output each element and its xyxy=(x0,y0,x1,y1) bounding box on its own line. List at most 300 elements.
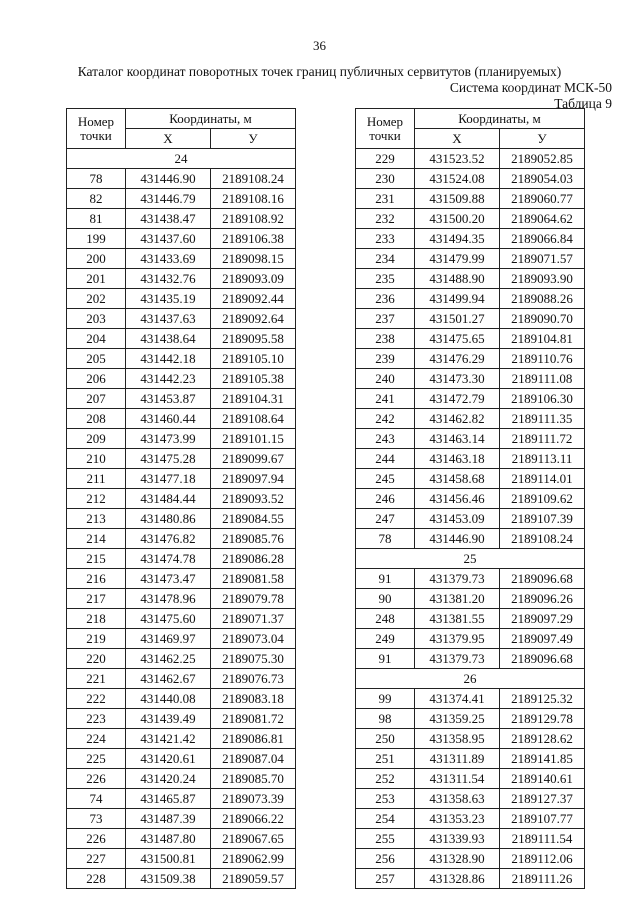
table-row xyxy=(67,429,296,449)
table-row xyxy=(356,369,585,389)
y-coordinate-cell: 2189096.68 xyxy=(500,569,585,589)
y-coordinate-cell: 2189113.11 xyxy=(500,449,585,469)
table-row xyxy=(67,829,296,849)
y-coordinate-cell: 2189090.70 xyxy=(500,309,585,329)
y-coordinate-cell: 2189085.70 xyxy=(211,769,296,789)
x-coordinate-cell: 431328.90 xyxy=(415,849,500,869)
table-row xyxy=(67,449,296,469)
table-row xyxy=(67,609,296,629)
x-coordinate-cell: 431463.18 xyxy=(415,449,500,469)
point-number-cell: 81 xyxy=(67,209,126,229)
y-coordinate-cell: 2189066.22 xyxy=(211,809,296,829)
y-coordinate-cell: 2189129.78 xyxy=(500,709,585,729)
point-number-cell: 245 xyxy=(356,469,415,489)
table-row xyxy=(67,169,296,189)
point-number-cell: 239 xyxy=(356,349,415,369)
point-number-cell: 98 xyxy=(356,709,415,729)
table-row xyxy=(67,249,296,269)
x-coordinate-cell: 431462.25 xyxy=(126,649,211,669)
x-coordinate-cell: 431499.94 xyxy=(415,289,500,309)
point-number-cell: 206 xyxy=(67,369,126,389)
x-coordinate-cell: 431465.87 xyxy=(126,789,211,809)
x-coordinate-cell: 431500.81 xyxy=(126,849,211,869)
table-row xyxy=(356,789,585,809)
y-coordinate-cell: 2189085.76 xyxy=(211,529,296,549)
table-row xyxy=(356,729,585,749)
table-row xyxy=(67,769,296,789)
x-coordinate-cell: 431469.97 xyxy=(126,629,211,649)
point-number-cell: 215 xyxy=(67,549,126,569)
y-coordinate-cell: 2189093.09 xyxy=(211,269,296,289)
table-row xyxy=(356,869,585,889)
header-point-number: Номер точки xyxy=(67,109,126,149)
point-number-cell: 78 xyxy=(67,169,126,189)
table-row xyxy=(67,309,296,329)
y-coordinate-cell: 2189083.18 xyxy=(211,689,296,709)
table-row xyxy=(67,189,296,209)
y-coordinate-cell: 2189075.30 xyxy=(211,649,296,669)
y-coordinate-cell: 2189076.73 xyxy=(211,669,296,689)
y-coordinate-cell: 2189088.26 xyxy=(500,289,585,309)
x-coordinate-cell: 431381.55 xyxy=(415,609,500,629)
table-row xyxy=(67,389,296,409)
table-row xyxy=(356,329,585,349)
point-number-cell: 91 xyxy=(356,569,415,589)
y-coordinate-cell: 2189098.15 xyxy=(211,249,296,269)
table-row xyxy=(356,609,585,629)
table-row xyxy=(356,529,585,549)
x-coordinate-cell: 431437.60 xyxy=(126,229,211,249)
point-number-cell: 242 xyxy=(356,409,415,429)
y-coordinate-cell: 2189073.04 xyxy=(211,629,296,649)
table-row xyxy=(67,289,296,309)
x-coordinate-cell: 431460.44 xyxy=(126,409,211,429)
x-coordinate-cell: 431433.69 xyxy=(126,249,211,269)
table-row xyxy=(67,469,296,489)
point-number-cell: 212 xyxy=(67,489,126,509)
header-x: X xyxy=(415,129,500,149)
y-coordinate-cell: 2189064.62 xyxy=(500,209,585,229)
coordinates-table-right xyxy=(355,108,585,889)
x-coordinate-cell: 431462.82 xyxy=(415,409,500,429)
x-coordinate-cell: 431475.28 xyxy=(126,449,211,469)
x-coordinate-cell: 431476.82 xyxy=(126,529,211,549)
table-row xyxy=(356,709,585,729)
x-coordinate-cell: 431475.65 xyxy=(415,329,500,349)
y-coordinate-cell: 2189111.08 xyxy=(500,369,585,389)
x-coordinate-cell: 431487.39 xyxy=(126,809,211,829)
table-row xyxy=(356,689,585,709)
y-coordinate-cell: 2189066.84 xyxy=(500,229,585,249)
y-coordinate-cell: 2189097.94 xyxy=(211,469,296,489)
point-number-cell: 250 xyxy=(356,729,415,749)
table-row xyxy=(356,629,585,649)
x-coordinate-cell: 431463.14 xyxy=(415,429,500,449)
table-row xyxy=(67,809,296,829)
point-number-cell: 226 xyxy=(67,769,126,789)
point-number-cell: 226 xyxy=(67,829,126,849)
table-row xyxy=(356,209,585,229)
table-row xyxy=(356,849,585,869)
y-coordinate-cell: 2189108.24 xyxy=(500,529,585,549)
y-coordinate-cell: 2189086.28 xyxy=(211,549,296,569)
point-number-cell: 210 xyxy=(67,449,126,469)
point-number-cell: 240 xyxy=(356,369,415,389)
table-row xyxy=(67,229,296,249)
header-y: У xyxy=(500,129,585,149)
point-number-cell: 235 xyxy=(356,269,415,289)
table-row xyxy=(356,149,585,169)
table-row xyxy=(67,349,296,369)
point-number-cell: 223 xyxy=(67,709,126,729)
header-x: X xyxy=(126,129,211,149)
point-number-cell: 207 xyxy=(67,389,126,409)
table-row xyxy=(356,809,585,829)
table-row xyxy=(356,309,585,329)
x-coordinate-cell: 431453.09 xyxy=(415,509,500,529)
y-coordinate-cell: 2189110.76 xyxy=(500,349,585,369)
table-row xyxy=(356,509,585,529)
point-number-cell: 199 xyxy=(67,229,126,249)
y-coordinate-cell: 2189141.85 xyxy=(500,749,585,769)
coordinates-table-left xyxy=(66,108,296,889)
y-coordinate-cell: 2189095.58 xyxy=(211,329,296,349)
table-row xyxy=(67,869,296,889)
x-coordinate-cell: 431487.80 xyxy=(126,829,211,849)
x-coordinate-cell: 431432.76 xyxy=(126,269,211,289)
table-row xyxy=(67,649,296,669)
x-coordinate-cell: 431462.67 xyxy=(126,669,211,689)
y-coordinate-cell: 2189073.39 xyxy=(211,789,296,809)
point-number-cell: 211 xyxy=(67,469,126,489)
catalog-title: Каталог координат поворотных точек границ публичных сервитутов (планируемых) xyxy=(77,64,562,79)
x-coordinate-cell: 431446.79 xyxy=(126,189,211,209)
table-row xyxy=(356,409,585,429)
y-coordinate-cell: 2189096.26 xyxy=(500,589,585,609)
x-coordinate-cell: 431311.54 xyxy=(415,769,500,789)
x-coordinate-cell: 431474.78 xyxy=(126,549,211,569)
point-number-cell: 236 xyxy=(356,289,415,309)
y-coordinate-cell: 2189093.52 xyxy=(211,489,296,509)
table-row xyxy=(67,709,296,729)
y-coordinate-cell: 2189081.58 xyxy=(211,569,296,589)
x-coordinate-cell: 431479.99 xyxy=(415,249,500,269)
x-coordinate-cell: 431420.24 xyxy=(126,769,211,789)
x-coordinate-cell: 431358.95 xyxy=(415,729,500,749)
x-coordinate-cell: 431473.30 xyxy=(415,369,500,389)
x-coordinate-cell: 431358.63 xyxy=(415,789,500,809)
section-number: 24 xyxy=(67,149,296,169)
point-number-cell: 221 xyxy=(67,669,126,689)
section-row xyxy=(356,669,585,689)
x-coordinate-cell: 431456.46 xyxy=(415,489,500,509)
point-number-cell: 255 xyxy=(356,829,415,849)
y-coordinate-cell: 2189081.72 xyxy=(211,709,296,729)
point-number-cell: 217 xyxy=(67,589,126,609)
y-coordinate-cell: 2189060.77 xyxy=(500,189,585,209)
y-coordinate-cell: 2189052.85 xyxy=(500,149,585,169)
table-row xyxy=(356,469,585,489)
y-coordinate-cell: 2189111.54 xyxy=(500,829,585,849)
x-coordinate-cell: 431439.49 xyxy=(126,709,211,729)
point-number-cell: 203 xyxy=(67,309,126,329)
point-number-cell: 222 xyxy=(67,689,126,709)
x-coordinate-cell: 431480.86 xyxy=(126,509,211,529)
table-row xyxy=(67,529,296,549)
header-y: У xyxy=(211,129,296,149)
point-number-cell: 208 xyxy=(67,409,126,429)
table-row xyxy=(67,849,296,869)
x-coordinate-cell: 431442.23 xyxy=(126,369,211,389)
y-coordinate-cell: 2189097.29 xyxy=(500,609,585,629)
y-coordinate-cell: 2189054.03 xyxy=(500,169,585,189)
section-row xyxy=(356,549,585,569)
x-coordinate-cell: 431509.38 xyxy=(126,869,211,889)
point-number-cell: 202 xyxy=(67,289,126,309)
x-coordinate-cell: 431477.18 xyxy=(126,469,211,489)
x-coordinate-cell: 431446.90 xyxy=(126,169,211,189)
y-coordinate-cell: 2189105.10 xyxy=(211,349,296,369)
x-coordinate-cell: 431446.90 xyxy=(415,529,500,549)
x-coordinate-cell: 431311.89 xyxy=(415,749,500,769)
point-number-cell: 234 xyxy=(356,249,415,269)
x-coordinate-cell: 431359.25 xyxy=(415,709,500,729)
y-coordinate-cell: 2189059.57 xyxy=(211,869,296,889)
point-number-cell: 204 xyxy=(67,329,126,349)
table-body-right xyxy=(356,149,585,889)
point-number-cell: 237 xyxy=(356,309,415,329)
y-coordinate-cell: 2189128.62 xyxy=(500,729,585,749)
x-coordinate-cell: 431438.64 xyxy=(126,329,211,349)
point-number-cell: 216 xyxy=(67,569,126,589)
x-coordinate-cell: 431438.47 xyxy=(126,209,211,229)
y-coordinate-cell: 2189108.16 xyxy=(211,189,296,209)
y-coordinate-cell: 2189092.64 xyxy=(211,309,296,329)
table-row xyxy=(356,829,585,849)
y-coordinate-cell: 2189071.57 xyxy=(500,249,585,269)
x-coordinate-cell: 431379.73 xyxy=(415,569,500,589)
header-point-number: Номер точки xyxy=(356,109,415,149)
table-row xyxy=(67,409,296,429)
coordinate-system-label: Система координат МСК-50 xyxy=(449,80,612,95)
y-coordinate-cell: 2189062.99 xyxy=(211,849,296,869)
table-row xyxy=(356,289,585,309)
y-coordinate-cell: 2189086.81 xyxy=(211,729,296,749)
y-coordinate-cell: 2189084.55 xyxy=(211,509,296,529)
point-number-cell: 82 xyxy=(67,189,126,209)
table-row xyxy=(356,489,585,509)
section-number: 26 xyxy=(356,669,585,689)
x-coordinate-cell: 431500.20 xyxy=(415,209,500,229)
point-number-cell: 246 xyxy=(356,489,415,509)
table-row xyxy=(356,349,585,369)
table-row xyxy=(356,769,585,789)
x-coordinate-cell: 431476.29 xyxy=(415,349,500,369)
point-number-cell: 253 xyxy=(356,789,415,809)
x-coordinate-cell: 431421.42 xyxy=(126,729,211,749)
point-number-cell: 74 xyxy=(67,789,126,809)
point-number-cell: 205 xyxy=(67,349,126,369)
x-coordinate-cell: 431488.90 xyxy=(415,269,500,289)
point-number-cell: 232 xyxy=(356,209,415,229)
table-row xyxy=(67,209,296,229)
table-row xyxy=(356,249,585,269)
x-coordinate-cell: 431484.44 xyxy=(126,489,211,509)
y-coordinate-cell: 2189108.64 xyxy=(211,409,296,429)
x-coordinate-cell: 431374.41 xyxy=(415,689,500,709)
point-number-cell: 225 xyxy=(67,749,126,769)
point-number-cell: 252 xyxy=(356,769,415,789)
table-row xyxy=(356,389,585,409)
x-coordinate-cell: 431478.96 xyxy=(126,589,211,609)
table-row xyxy=(67,789,296,809)
x-coordinate-cell: 431473.99 xyxy=(126,429,211,449)
y-coordinate-cell: 2189107.77 xyxy=(500,809,585,829)
x-coordinate-cell: 431440.08 xyxy=(126,689,211,709)
y-coordinate-cell: 2189140.61 xyxy=(500,769,585,789)
y-coordinate-cell: 2189105.38 xyxy=(211,369,296,389)
y-coordinate-cell: 2189108.24 xyxy=(211,169,296,189)
y-coordinate-cell: 2189111.35 xyxy=(500,409,585,429)
point-number-cell: 257 xyxy=(356,869,415,889)
table-row xyxy=(67,549,296,569)
y-coordinate-cell: 2189093.90 xyxy=(500,269,585,289)
table-row xyxy=(67,369,296,389)
point-number-cell: 218 xyxy=(67,609,126,629)
point-number-cell: 231 xyxy=(356,189,415,209)
x-coordinate-cell: 431501.27 xyxy=(415,309,500,329)
y-coordinate-cell: 2189104.31 xyxy=(211,389,296,409)
point-number-cell: 249 xyxy=(356,629,415,649)
point-number-cell: 256 xyxy=(356,849,415,869)
y-coordinate-cell: 2189106.38 xyxy=(211,229,296,249)
x-coordinate-cell: 431473.47 xyxy=(126,569,211,589)
y-coordinate-cell: 2189127.37 xyxy=(500,789,585,809)
point-number-cell: 224 xyxy=(67,729,126,749)
table-row xyxy=(356,189,585,209)
y-coordinate-cell: 2189107.39 xyxy=(500,509,585,529)
y-coordinate-cell: 2189106.30 xyxy=(500,389,585,409)
point-number-cell: 238 xyxy=(356,329,415,349)
y-coordinate-cell: 2189111.72 xyxy=(500,429,585,449)
point-number-cell: 233 xyxy=(356,229,415,249)
point-number-cell: 200 xyxy=(67,249,126,269)
table-row xyxy=(356,449,585,469)
table-row xyxy=(356,749,585,769)
y-coordinate-cell: 2189109.62 xyxy=(500,489,585,509)
point-number-cell: 99 xyxy=(356,689,415,709)
x-coordinate-cell: 431353.23 xyxy=(415,809,500,829)
table-row xyxy=(356,649,585,669)
y-coordinate-cell: 2189079.78 xyxy=(211,589,296,609)
x-coordinate-cell: 431524.08 xyxy=(415,169,500,189)
y-coordinate-cell: 2189125.32 xyxy=(500,689,585,709)
x-coordinate-cell: 431442.18 xyxy=(126,349,211,369)
x-coordinate-cell: 431339.93 xyxy=(415,829,500,849)
y-coordinate-cell: 2189067.65 xyxy=(211,829,296,849)
y-coordinate-cell: 2189114.01 xyxy=(500,469,585,489)
point-number-cell: 219 xyxy=(67,629,126,649)
y-coordinate-cell: 2189108.92 xyxy=(211,209,296,229)
y-coordinate-cell: 2189112.06 xyxy=(500,849,585,869)
point-number-cell: 90 xyxy=(356,589,415,609)
point-number-cell: 254 xyxy=(356,809,415,829)
point-number-cell: 244 xyxy=(356,449,415,469)
table-row xyxy=(67,669,296,689)
point-number-cell: 228 xyxy=(67,869,126,889)
y-coordinate-cell: 2189101.15 xyxy=(211,429,296,449)
table-row xyxy=(67,489,296,509)
point-number-cell: 241 xyxy=(356,389,415,409)
x-coordinate-cell: 431328.86 xyxy=(415,869,500,889)
point-number-cell: 227 xyxy=(67,849,126,869)
point-number-cell: 78 xyxy=(356,529,415,549)
point-number-cell: 251 xyxy=(356,749,415,769)
x-coordinate-cell: 431379.95 xyxy=(415,629,500,649)
x-coordinate-cell: 431381.20 xyxy=(415,589,500,609)
table-row xyxy=(67,749,296,769)
table-row xyxy=(67,729,296,749)
section-row xyxy=(67,149,296,169)
section-number: 25 xyxy=(356,549,585,569)
y-coordinate-cell: 2189096.68 xyxy=(500,649,585,669)
y-coordinate-cell: 2189104.81 xyxy=(500,329,585,349)
point-number-cell: 230 xyxy=(356,169,415,189)
table-body-left xyxy=(67,149,296,889)
y-coordinate-cell: 2189092.44 xyxy=(211,289,296,309)
table-row xyxy=(356,269,585,289)
table-row xyxy=(67,589,296,609)
point-number-cell: 247 xyxy=(356,509,415,529)
point-number-cell: 248 xyxy=(356,609,415,629)
table-row xyxy=(356,569,585,589)
y-coordinate-cell: 2189097.49 xyxy=(500,629,585,649)
y-coordinate-cell: 2189071.37 xyxy=(211,609,296,629)
point-number-cell: 243 xyxy=(356,429,415,449)
x-coordinate-cell: 431472.79 xyxy=(415,389,500,409)
y-coordinate-cell: 2189099.67 xyxy=(211,449,296,469)
table-row xyxy=(356,589,585,609)
point-number-cell: 91 xyxy=(356,649,415,669)
point-number-cell: 220 xyxy=(67,649,126,669)
point-number-cell: 214 xyxy=(67,529,126,549)
table-row xyxy=(67,269,296,289)
table-number-label: Таблица 9 xyxy=(554,96,612,111)
point-number-cell: 213 xyxy=(67,509,126,529)
point-number-cell: 201 xyxy=(67,269,126,289)
y-coordinate-cell: 2189087.04 xyxy=(211,749,296,769)
x-coordinate-cell: 431458.68 xyxy=(415,469,500,489)
x-coordinate-cell: 431523.52 xyxy=(415,149,500,169)
page-number: 36 xyxy=(313,38,326,53)
point-number-cell: 229 xyxy=(356,149,415,169)
table-row xyxy=(356,229,585,249)
table-row xyxy=(67,689,296,709)
x-coordinate-cell: 431435.19 xyxy=(126,289,211,309)
table-row xyxy=(67,629,296,649)
x-coordinate-cell: 431379.73 xyxy=(415,649,500,669)
table-row xyxy=(67,569,296,589)
table-row xyxy=(356,429,585,449)
point-number-cell: 73 xyxy=(67,809,126,829)
x-coordinate-cell: 431420.61 xyxy=(126,749,211,769)
point-number-cell: 209 xyxy=(67,429,126,449)
y-coordinate-cell: 2189111.26 xyxy=(500,869,585,889)
header-coordinates: Координаты, м xyxy=(126,109,296,129)
x-coordinate-cell: 431509.88 xyxy=(415,189,500,209)
table-row xyxy=(356,169,585,189)
header-coordinates: Координаты, м xyxy=(415,109,585,129)
